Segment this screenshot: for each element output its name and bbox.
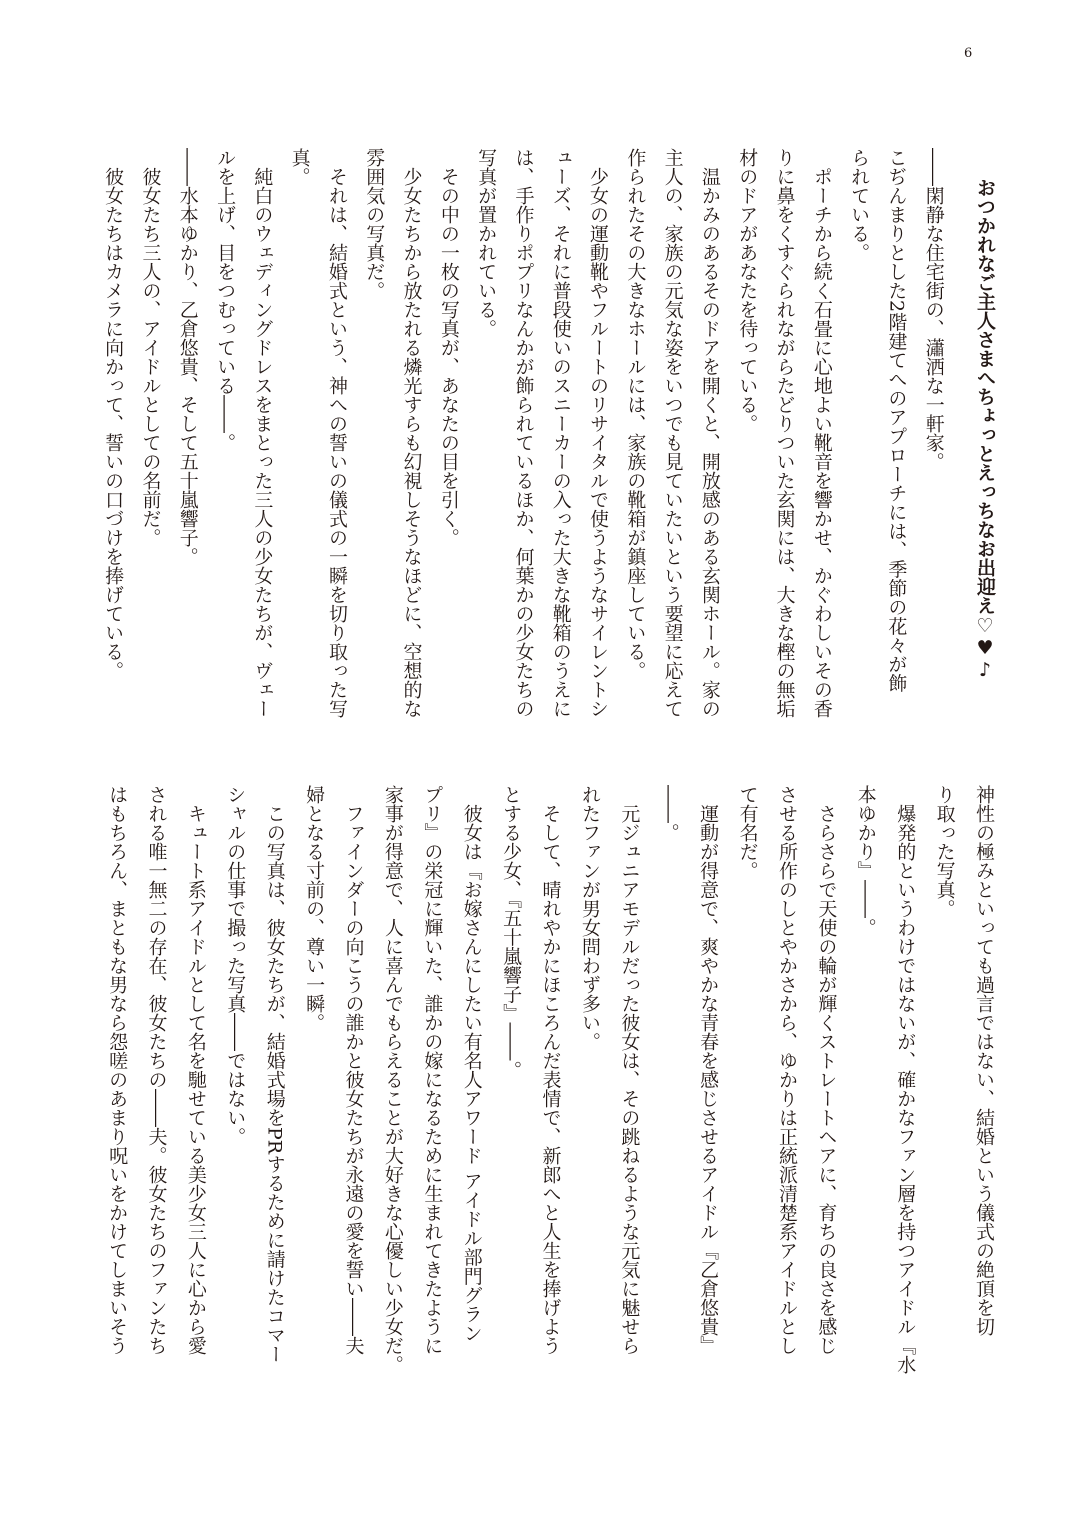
text-line: ューズ、それに普段使いのスニーカーの入った大きな靴箱のうえに — [549, 148, 572, 718]
text-line: 少女たちから放たれる燐光すらも幻視しそうなほどに、空想的な — [400, 148, 423, 718]
text-line: させる所作のしとやかさから、ゆかりは正統派清楚系アイドルとし — [775, 785, 798, 1355]
text-line: その中の一枚の写真が、あなたの目を引く。 — [437, 148, 460, 547]
text-line: キュート系アイドルとして名を馳せている美少女三人に心から愛 — [184, 785, 207, 1355]
text-line: は、手作りポプリなんかが飾られているほか、何葉かの少女たちの — [512, 148, 535, 718]
text-line: プリ』の栄冠に輝いた、誰かの嫁になるために生まれてきたように — [421, 785, 444, 1355]
text-line: 真。 — [288, 148, 311, 186]
text-line: 家事が得意で、人に喜んでもらえることが大好きな心優しい少女だ。 — [381, 785, 404, 1374]
text-line: 本ゆかり』――。 — [854, 785, 877, 937]
text-line: ――水本ゆかり、乙倉悠貴、そして五十嵐響子。 — [176, 148, 199, 566]
text-line: 神性の極みといっても過言ではない、結婚という儀式の絶頂を切 — [973, 785, 995, 1336]
text-line: 作られたその大きなホールには、家族の靴箱が鎮座している。 — [624, 148, 647, 680]
text-line: 純白のウェディングドレスをまとった三人の少女たちが、ヴェー — [251, 148, 274, 718]
lower-text-block — [97, 785, 1003, 1395]
text-line: 彼女たち三人の、アイドルとしての名前だ。 — [139, 148, 162, 547]
text-line: さらさらで天使の輪が輝くストレートヘアに、育ちの良さを感じ — [815, 785, 838, 1355]
text-line: はもちろん、まともな男なら怨嗟のあまり呪いをかけてしまいそう — [106, 785, 129, 1355]
text-line: ファインダーの向こうの誰かと彼女たちが永遠の愛を誓い――夫 — [342, 785, 365, 1355]
text-line: そして、晴れやかにほころんだ表情で、新郎へと人生を捧げよう — [539, 785, 562, 1355]
text-line: ポーチから続く石畳に心地よい靴音を響かせ、かぐわしいその香 — [810, 148, 833, 718]
text-line: 主人の、家族の元気な姿をいつでも見ていたいという要望に応えて — [661, 148, 684, 718]
text-line: この写真は、彼女たちが、結婚式場をPRするために請けたコマー — [263, 785, 286, 1364]
text-line: とする少女、『五十嵐響子』――。 — [500, 785, 523, 1080]
text-line: 運動が得意で、爽やかな青春を感じさせるアイドル『乙倉悠貴』 — [697, 785, 720, 1355]
text-line: 彼女は『お嫁さんにしたい有名人アワード アイドル部門グラン — [460, 785, 483, 1343]
text-line: 写真が置かれている。 — [475, 148, 498, 338]
text-line: シャルの仕事で撮った写真――ではない。 — [224, 785, 247, 1146]
text-line: こぢんまりとした2階建てへのアプローチには、季節の花々が飾 — [885, 148, 908, 693]
page-number: 6 — [964, 46, 973, 61]
text-line: られている。 — [848, 148, 871, 262]
text-line: される唯一無二の存在、彼女たちの――夫。彼女たちのファンたち — [145, 785, 168, 1355]
text-line: ルを上げ、目をつむっている――。 — [214, 148, 237, 452]
text-line: り取った写真。 — [933, 785, 956, 918]
upper-text-block — [94, 148, 1003, 728]
text-line: 材のドアがあなたを待っている。 — [736, 148, 759, 433]
text-line: りに鼻をくすぐられながらたどりついた玄関には、大きな樫の無垢 — [773, 148, 796, 718]
text-line: て有名だ。 — [736, 785, 759, 880]
text-line: それは、結婚式という、神への誓いの儀式の一瞬を切り取った写 — [325, 148, 348, 718]
text-line: 少女の運動靴やフルートのリサイタルで使うようなサイレントシ — [587, 148, 610, 718]
chapter-title: おつかれなご主人さまへちょっとえっちなお出迎え♡♥♪ — [974, 178, 996, 681]
text-line: ――閑静な住宅街の、瀟洒な一軒家。 — [922, 148, 945, 471]
text-line: 彼女たちはカメラに向かって、誓いの口づけを捧げている。 — [102, 148, 125, 680]
text-line: ――。 — [657, 785, 680, 842]
text-line: れたファンが男女問わず多い。 — [578, 785, 601, 1051]
text-line: 雰囲気の写真だ。 — [363, 148, 386, 300]
text-line: 元ジュニアモデルだった彼女は、その跳ねるような元気に魅せら — [618, 785, 641, 1355]
text-line: 温かみのあるそのドアを開くと、開放感のある玄関ホール。家の — [698, 148, 721, 718]
text-line: 爆発的というわけではないが、確かなファン層を持つアイドル『水 — [894, 785, 917, 1374]
text-line: 婦となる寸前の、尊い一瞬。 — [303, 785, 326, 1032]
